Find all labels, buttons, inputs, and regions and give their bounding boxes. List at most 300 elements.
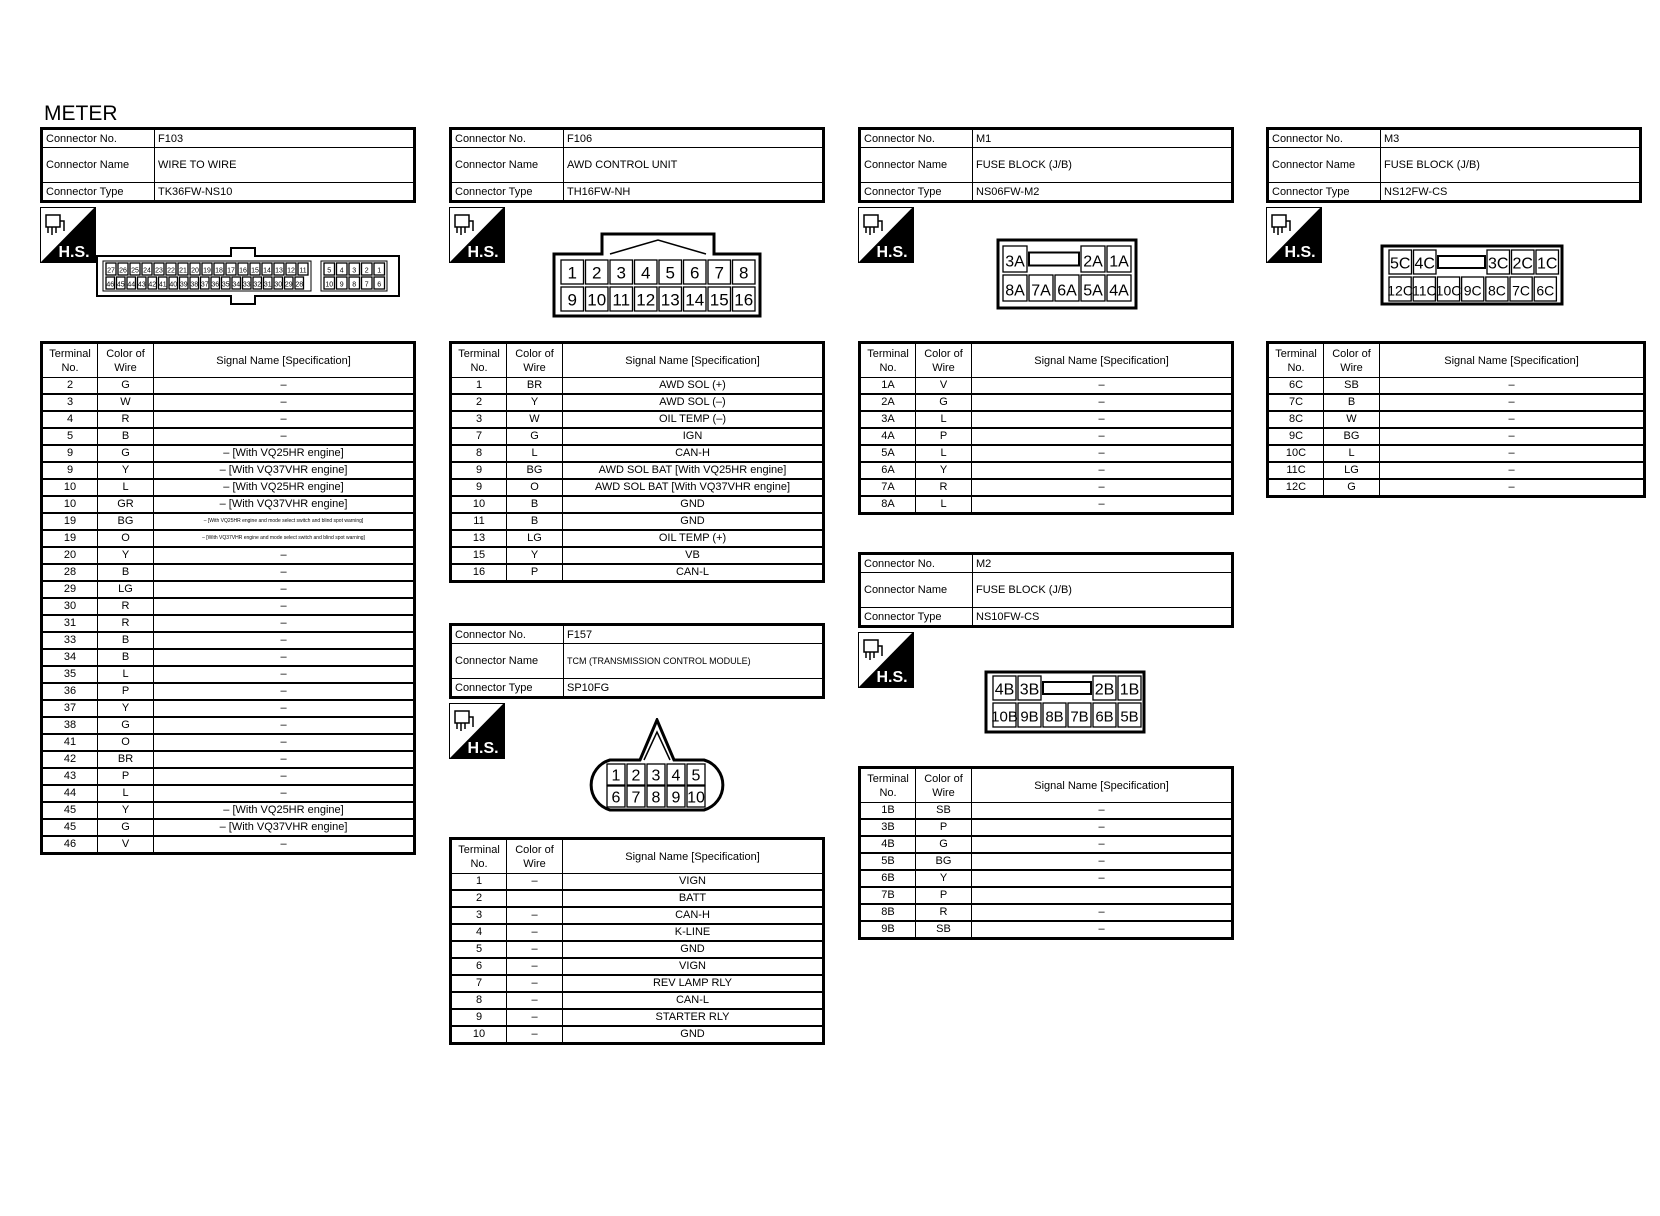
connector-pin-label: 2B xyxy=(1094,681,1115,699)
wire-color-cell: – xyxy=(507,907,563,924)
table-row xyxy=(860,411,1233,428)
table-row xyxy=(42,581,415,598)
connector-m2-info xyxy=(858,552,1234,628)
connector-pin-label: 16 xyxy=(239,267,247,275)
signal-name-cell: VIGN xyxy=(563,874,824,891)
table-row xyxy=(42,836,415,854)
signal-name-cell xyxy=(972,887,1233,904)
wire-color-cell: GR xyxy=(98,496,154,513)
terminal-no-cell: 9 xyxy=(42,445,98,462)
connector-pin-label: 6A xyxy=(1057,282,1077,300)
terminal-no-cell: 5B xyxy=(860,853,916,870)
wire-color-cell: G xyxy=(1324,479,1380,497)
hs-label: H.S. xyxy=(1284,244,1316,261)
terminal-no-cell: 9B xyxy=(860,921,916,939)
terminal-no-cell: 19 xyxy=(42,530,98,547)
connector-pin-label: 19 xyxy=(203,267,211,275)
signal-name-cell: – [With VQ25HR engine] xyxy=(154,479,415,496)
signal-name-cell: – xyxy=(154,428,415,445)
signal-name-cell: – xyxy=(154,734,415,751)
connector-pin-label: 24 xyxy=(143,267,151,275)
terminal-no-cell: 34 xyxy=(42,649,98,666)
connector-pin-label: 1 xyxy=(377,267,382,275)
table-row xyxy=(451,378,824,395)
wire-color-cell: P xyxy=(507,564,563,582)
table-row xyxy=(860,887,1233,904)
connector-m3-terminal-table xyxy=(1266,341,1646,498)
connector-pin-label: 30 xyxy=(274,281,283,289)
terminal-no-cell: 38 xyxy=(42,717,98,734)
wire-color-cell: BG xyxy=(1324,428,1380,445)
connector-m3-info xyxy=(1266,127,1642,203)
table-row xyxy=(451,428,824,445)
table-row xyxy=(451,992,824,1009)
table-row xyxy=(42,394,415,411)
connector-pin-label: 5 xyxy=(691,767,701,785)
color-of-wire-header: Color of Wire xyxy=(916,343,972,378)
connector-name-label: Connector Name xyxy=(1268,148,1381,183)
signal-name-cell: – [With VQ37VHR engine] xyxy=(154,496,415,513)
wire-color-cell: G xyxy=(98,378,154,395)
connector-pin-label: 5A xyxy=(1083,282,1103,300)
connector-pin-label: 10 xyxy=(587,290,607,310)
signal-name-cell: AWD SOL BAT [With VQ25HR engine] xyxy=(563,462,824,479)
signal-name-cell: – xyxy=(154,836,415,854)
connector-name-value: FUSE BLOCK (J/B) xyxy=(1381,148,1641,183)
wire-color-cell: P xyxy=(98,683,154,700)
wire-color-cell: LG xyxy=(1324,462,1380,479)
wire-color-cell: O xyxy=(98,530,154,547)
wire-color-cell: – xyxy=(507,1009,563,1026)
connector-no-label: Connector No. xyxy=(451,129,564,148)
connector-pin-label: 28 xyxy=(295,281,304,289)
connector-type-label: Connector Type xyxy=(451,183,564,202)
connector-name-value: AWD CONTROL UNIT xyxy=(564,148,824,183)
connector-pin-label: 9 xyxy=(567,290,577,310)
connector-type-value: NS10FW-CS xyxy=(973,608,1233,627)
wire-color-cell: R xyxy=(916,479,972,496)
terminal-no-cell: 9 xyxy=(451,462,507,479)
signal-name-cell: – xyxy=(1380,462,1645,479)
wire-color-cell: – xyxy=(507,941,563,958)
hs-label: H.S. xyxy=(58,244,90,261)
connector-no-label: Connector No. xyxy=(860,129,973,148)
terminal-no-cell: 9 xyxy=(451,479,507,496)
color-of-wire-header: Color of Wire xyxy=(507,839,563,874)
signal-name-cell: – xyxy=(972,378,1233,395)
terminal-no-cell: 3 xyxy=(451,907,507,924)
terminal-no-cell: 37 xyxy=(42,700,98,717)
table-row xyxy=(42,717,415,734)
terminal-no-cell: 7A xyxy=(860,479,916,496)
table-row xyxy=(42,496,415,513)
terminal-no-cell: 42 xyxy=(42,751,98,768)
terminal-no-cell: 4 xyxy=(42,411,98,428)
connector-m3-face-diagram xyxy=(1380,244,1564,306)
wire-color-cell: L xyxy=(507,445,563,462)
signal-name-cell: – xyxy=(972,479,1233,496)
signal-name-cell: OIL TEMP (–) xyxy=(563,411,824,428)
terminal-no-cell: 3 xyxy=(451,411,507,428)
wire-color-cell: O xyxy=(98,734,154,751)
wire-color-cell: L xyxy=(916,445,972,462)
table-row xyxy=(451,547,824,564)
signal-name-cell: – xyxy=(1380,445,1645,462)
wire-color-cell: – xyxy=(507,958,563,975)
connector-pin-label: 2A xyxy=(1083,253,1103,271)
wire-color-cell: G xyxy=(916,394,972,411)
table-row xyxy=(451,1026,824,1044)
connector-name-label: Connector Name xyxy=(860,573,973,608)
connector-f106-terminal-table xyxy=(449,341,825,583)
connector-f106-info xyxy=(449,127,825,203)
terminal-no-cell: 7 xyxy=(451,975,507,992)
connector-pin-label: 8 xyxy=(352,281,357,289)
wire-color-cell: L xyxy=(916,496,972,514)
table-row xyxy=(1268,462,1645,479)
terminal-no-cell: 4 xyxy=(451,924,507,941)
table-row xyxy=(42,751,415,768)
signal-name-header: Signal Name [Specification] xyxy=(563,839,824,874)
terminal-no-cell: 2 xyxy=(42,378,98,395)
wire-color-cell: L xyxy=(98,785,154,802)
signal-name-cell: CAN-L xyxy=(563,992,824,1009)
table-row xyxy=(860,853,1233,870)
table-row xyxy=(42,615,415,632)
wire-color-cell: P xyxy=(98,768,154,785)
connector-pin-label: 11C xyxy=(1411,282,1437,299)
connector-pin-label: 33 xyxy=(242,281,251,289)
table-row xyxy=(860,870,1233,887)
wire-color-cell: B xyxy=(1324,394,1380,411)
table-row xyxy=(42,564,415,581)
connector-name-label: Connector Name xyxy=(860,148,973,183)
connector-no-label: Connector No. xyxy=(860,554,973,573)
connector-pin-label: 15 xyxy=(709,290,729,310)
table-row xyxy=(451,958,824,975)
signal-name-cell: – [With VQ37VHR engine] xyxy=(154,462,415,479)
hs-connector-icon xyxy=(1266,207,1322,263)
terminal-no-cell: 10 xyxy=(42,479,98,496)
table-row xyxy=(860,803,1233,820)
connector-pin-label: 8B xyxy=(1045,708,1064,726)
wire-color-cell: SB xyxy=(916,921,972,939)
table-row xyxy=(42,445,415,462)
table-row xyxy=(451,941,824,958)
connector-pin-label: 5 xyxy=(327,267,332,275)
wire-color-cell: R xyxy=(98,598,154,615)
signal-name-cell: – xyxy=(972,496,1233,514)
connector-pin-label: 9B xyxy=(1020,708,1039,726)
table-row xyxy=(451,907,824,924)
terminal-no-cell: 8 xyxy=(451,992,507,1009)
page-title: METER xyxy=(44,102,118,125)
signal-name-cell: – xyxy=(1380,479,1645,497)
connector-pin-label: 43 xyxy=(137,281,146,289)
table-row xyxy=(42,649,415,666)
table-row xyxy=(860,904,1233,921)
terminal-no-cell: 4A xyxy=(860,428,916,445)
wire-color-cell: O xyxy=(507,479,563,496)
connector-f157-info xyxy=(449,623,825,699)
connector-pin-label: 3C xyxy=(1488,255,1509,273)
table-row xyxy=(42,411,415,428)
connector-m2-face-diagram xyxy=(984,670,1146,734)
terminal-no-cell: 6A xyxy=(860,462,916,479)
terminal-no-cell: 7 xyxy=(451,428,507,445)
connector-name-label: Connector Name xyxy=(42,148,155,183)
signal-name-cell: – xyxy=(972,462,1233,479)
terminal-no-cell: 1A xyxy=(860,378,916,395)
signal-name-cell: – xyxy=(1380,378,1645,395)
signal-name-cell: K-LINE xyxy=(563,924,824,941)
connector-pin-label: 32 xyxy=(253,281,262,289)
table-row xyxy=(860,378,1233,395)
table-row xyxy=(451,564,824,582)
table-row xyxy=(860,428,1233,445)
signal-name-cell: – xyxy=(154,683,415,700)
connector-pin-label: 8 xyxy=(739,263,749,283)
signal-name-cell: – xyxy=(154,564,415,581)
signal-name-cell: CAN-H xyxy=(563,907,824,924)
wire-color-cell: W xyxy=(98,394,154,411)
terminal-no-cell: 2A xyxy=(860,394,916,411)
connector-pin-label: 4C xyxy=(1414,255,1435,273)
table-row xyxy=(42,700,415,717)
connector-pin-label: 10 xyxy=(325,281,334,289)
table-row xyxy=(860,836,1233,853)
terminal-no-cell: 31 xyxy=(42,615,98,632)
signal-name-header: Signal Name [Specification] xyxy=(563,343,824,378)
table-row xyxy=(451,924,824,941)
connector-m2-terminal-table xyxy=(858,766,1234,940)
hs-connector-icon xyxy=(449,703,505,759)
connector-pin-label: 26 xyxy=(119,267,127,275)
wire-color-cell: LG xyxy=(98,581,154,598)
connector-pin-label: 7 xyxy=(364,281,369,289)
color-of-wire-header: Color of Wire xyxy=(916,768,972,803)
terminal-no-cell: 36 xyxy=(42,683,98,700)
terminal-no-cell: 7C xyxy=(1268,394,1324,411)
connector-pin-label: 31 xyxy=(263,281,272,289)
connector-pin-label: 17 xyxy=(227,267,235,275)
wire-color-cell: G xyxy=(507,428,563,445)
connector-pin-label: 23 xyxy=(155,267,163,275)
connector-pin-label: 2 xyxy=(364,267,369,275)
connector-pin-label: 39 xyxy=(179,281,188,289)
connector-m1-info xyxy=(858,127,1234,203)
terminal-no-cell: 45 xyxy=(42,819,98,836)
table-row xyxy=(860,462,1233,479)
connector-pin-label: 29 xyxy=(284,281,293,289)
connector-name-value: TCM (TRANSMISSION CONTROL MODULE) xyxy=(564,644,824,679)
connector-type-label: Connector Type xyxy=(860,608,973,627)
terminal-no-cell: 2 xyxy=(451,890,507,907)
connector-f106-face-diagram xyxy=(552,232,764,318)
connector-pin-label: 3B xyxy=(1019,681,1040,699)
wire-color-cell: LG xyxy=(507,530,563,547)
connector-pin-label: 35 xyxy=(221,281,230,289)
terminal-no-cell: 33 xyxy=(42,632,98,649)
terminal-no-cell: 10 xyxy=(451,1026,507,1044)
connector-pin-label: 12 xyxy=(287,267,295,275)
wire-color-cell: G xyxy=(98,717,154,734)
terminal-no-cell: 8B xyxy=(860,904,916,921)
terminal-no-cell: 8A xyxy=(860,496,916,514)
terminal-no-cell: 41 xyxy=(42,734,98,751)
signal-name-cell: – xyxy=(154,632,415,649)
connector-no-label: Connector No. xyxy=(451,625,564,644)
table-row xyxy=(860,921,1233,939)
terminal-no-cell: 43 xyxy=(42,768,98,785)
hs-label: H.S. xyxy=(467,740,499,757)
signal-name-cell: – xyxy=(972,904,1233,921)
wire-color-cell: BG xyxy=(507,462,563,479)
wire-color-cell: L xyxy=(98,479,154,496)
signal-name-cell: – xyxy=(154,785,415,802)
wire-color-cell: BR xyxy=(98,751,154,768)
connector-m1-terminal-table xyxy=(858,341,1234,515)
wire-color-cell: B xyxy=(98,649,154,666)
connector-pin-label: 6 xyxy=(611,789,621,807)
wire-color-cell: – xyxy=(507,975,563,992)
connector-pin-label: 4 xyxy=(671,767,681,785)
terminal-no-cell: 6C xyxy=(1268,378,1324,395)
terminal-no-header: Terminal No. xyxy=(860,768,916,803)
terminal-no-cell: 1 xyxy=(451,378,507,395)
wire-color-cell: G xyxy=(916,836,972,853)
connector-pin-label: 9 xyxy=(671,789,681,807)
signal-name-cell: – xyxy=(972,394,1233,411)
terminal-no-cell: 10 xyxy=(451,496,507,513)
connector-pin-label: 3 xyxy=(651,767,661,785)
table-row xyxy=(1268,411,1645,428)
connector-pin-label: 1A xyxy=(1109,253,1129,271)
terminal-no-cell: 28 xyxy=(42,564,98,581)
terminal-no-cell: 4B xyxy=(860,836,916,853)
table-row xyxy=(1268,445,1645,462)
wire-color-cell: B xyxy=(98,564,154,581)
terminal-no-cell: 11 xyxy=(451,513,507,530)
table-row xyxy=(451,975,824,992)
signal-name-cell: – [With VQ25HR engine and mode select switch and blind spot warning] xyxy=(154,513,415,530)
wire-color-cell: B xyxy=(98,428,154,445)
terminal-no-header: Terminal No. xyxy=(451,839,507,874)
terminal-no-cell: 10C xyxy=(1268,445,1324,462)
connector-key-slot xyxy=(1029,253,1079,266)
table-row xyxy=(42,547,415,564)
table-row xyxy=(42,598,415,615)
connector-pin-label: 7A xyxy=(1031,282,1051,300)
wire-color-cell: SB xyxy=(916,803,972,820)
table-row xyxy=(860,445,1233,462)
connector-pin-label: 16 xyxy=(734,290,754,310)
connector-no-value: F103 xyxy=(155,129,415,148)
connector-pin-label: 3A xyxy=(1005,253,1025,271)
signal-name-cell: VB xyxy=(563,547,824,564)
terminal-no-cell: 8C xyxy=(1268,411,1324,428)
connector-no-value: M1 xyxy=(973,129,1233,148)
color-of-wire-header: Color of Wire xyxy=(98,343,154,378)
connector-pin-label: 12 xyxy=(636,290,656,310)
terminal-no-cell: 5A xyxy=(860,445,916,462)
terminal-no-cell: 10 xyxy=(42,496,98,513)
connector-pin-label: 36 xyxy=(211,281,220,289)
signal-name-cell: – xyxy=(154,649,415,666)
connector-no-value: M3 xyxy=(1381,129,1641,148)
connector-type-label: Connector Type xyxy=(42,183,155,202)
terminal-no-header: Terminal No. xyxy=(42,343,98,378)
terminal-no-cell: 44 xyxy=(42,785,98,802)
terminal-no-cell: 8 xyxy=(451,445,507,462)
wire-color-cell: L xyxy=(1324,445,1380,462)
signal-name-cell: AWD SOL (+) xyxy=(563,378,824,395)
connector-pin-label: 8A xyxy=(1005,282,1025,300)
connector-pin-label: 2 xyxy=(592,263,602,283)
wire-color-cell xyxy=(507,890,563,907)
signal-name-cell: – xyxy=(154,394,415,411)
table-row xyxy=(860,819,1233,836)
connector-name-value: FUSE BLOCK (J/B) xyxy=(973,573,1233,608)
terminal-no-cell: 15 xyxy=(451,547,507,564)
connector-pin-label: 21 xyxy=(179,267,187,275)
connector-pin-label: 6 xyxy=(690,263,700,283)
terminal-no-cell: 35 xyxy=(42,666,98,683)
connector-pin-label: 11 xyxy=(299,267,307,275)
connector-pin-label: 8 xyxy=(651,789,661,807)
wire-color-cell: L xyxy=(916,411,972,428)
terminal-no-cell: 3A xyxy=(860,411,916,428)
connector-type-label: Connector Type xyxy=(451,679,564,698)
signal-name-cell: – [With VQ25HR engine] xyxy=(154,445,415,462)
connector-pin-label: 9C xyxy=(1463,282,1482,299)
wire-color-cell: SB xyxy=(1324,378,1380,395)
table-row xyxy=(42,819,415,836)
wire-color-cell: Y xyxy=(98,802,154,819)
wire-color-cell: P xyxy=(916,428,972,445)
signal-name-cell: GND xyxy=(563,941,824,958)
wire-color-cell: Y xyxy=(507,394,563,411)
connector-pin-label: 6C xyxy=(1536,282,1555,299)
connector-no-value: M2 xyxy=(973,554,1233,573)
signal-name-cell: – xyxy=(154,547,415,564)
terminal-no-cell: 11C xyxy=(1268,462,1324,479)
connector-pin-label: 9 xyxy=(339,281,344,289)
wire-color-cell: BR xyxy=(507,378,563,395)
terminal-no-cell: 5 xyxy=(451,941,507,958)
connector-pin-label: 40 xyxy=(169,281,178,289)
connector-name-value: WIRE TO WIRE xyxy=(155,148,415,183)
connector-pin-label: 38 xyxy=(190,281,199,289)
connector-pin-label: 7C xyxy=(1512,282,1531,299)
connector-pin-label: 44 xyxy=(127,281,136,289)
table-row xyxy=(860,479,1233,496)
table-row xyxy=(42,479,415,496)
table-row xyxy=(1268,479,1645,497)
connector-m1-face-diagram xyxy=(996,238,1138,310)
connector-type-value: TK36FW-NS10 xyxy=(155,183,415,202)
connector-pin-label: 13 xyxy=(275,267,283,275)
connector-pin-label: 7 xyxy=(631,789,641,807)
table-row xyxy=(42,530,415,547)
terminal-no-header: Terminal No. xyxy=(451,343,507,378)
wire-color-cell: Y xyxy=(98,700,154,717)
connector-pin-label: 34 xyxy=(232,281,241,289)
connector-pin-label: 13 xyxy=(660,290,680,310)
table-row xyxy=(42,513,415,530)
connector-type-label: Connector Type xyxy=(1268,183,1381,202)
connector-pin-label: 8C xyxy=(1487,282,1506,299)
